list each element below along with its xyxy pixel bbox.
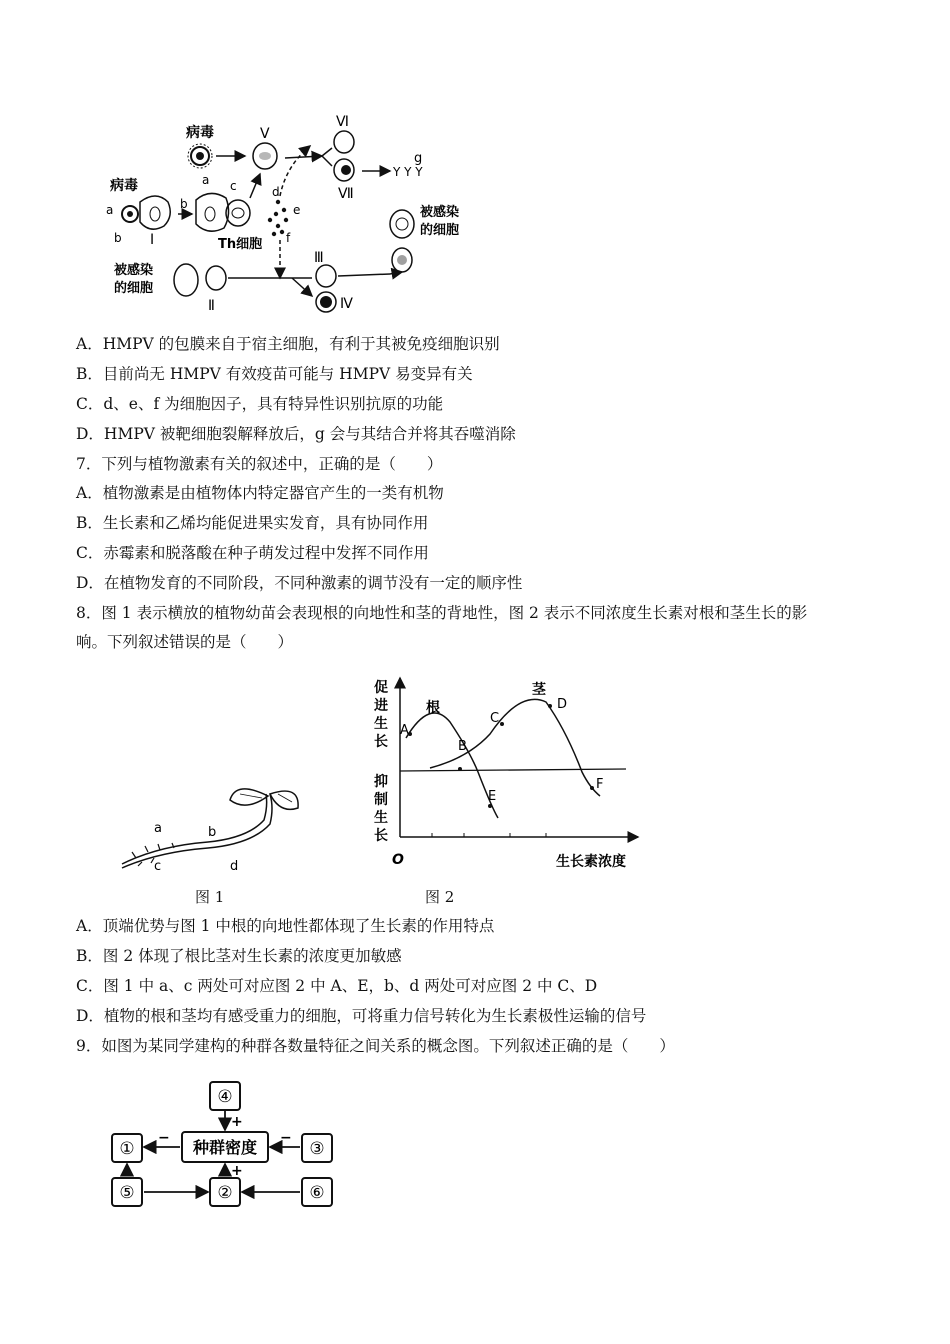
y-label-char: 抑 (374, 774, 388, 790)
label-d: d (272, 185, 280, 199)
virus-icon (188, 144, 212, 168)
q6-option-b: B．目前尚无 HMPV 有效疫苗可能与 HMPV 易变异有关 (76, 365, 473, 383)
seedling-label-b: b (208, 825, 217, 840)
population-concept-map (104, 1076, 344, 1212)
q7-option-a: A．植物激素是由植物体内特定器官产生的一类有机物 (76, 484, 444, 502)
stem-curve (430, 699, 600, 796)
mark-f (590, 777, 603, 792)
origin-label: O (392, 852, 404, 868)
q8-option-a: A．顶端优势与图 1 中根的向地性都体现了生长素的作用特点 (76, 917, 495, 935)
node-1: ① (119, 1139, 135, 1159)
y-label-promote (373, 679, 388, 750)
virus-label-top: 病毒 (186, 125, 214, 141)
fig2-caption: 图 2 (425, 888, 455, 906)
y-label-char: 进 (374, 698, 388, 714)
infected-cell-right-line2: 的细胞 (420, 223, 460, 238)
label-c: c (230, 179, 237, 193)
y-label-char: 长 (374, 828, 388, 844)
virus-icon (122, 206, 138, 222)
label-g: g (414, 151, 423, 166)
svg-text:D: D (557, 697, 568, 712)
svg-text:A: A (400, 723, 409, 738)
series-label-stem: 茎 (532, 682, 546, 698)
node-4: ④ (217, 1087, 233, 1107)
svg-text:F: F (596, 777, 604, 792)
q7-stem: 7．下列与植物激素有关的叙述中，正确的是（ ） (76, 455, 443, 473)
infected-cell-left-line1: 被感染 (114, 263, 154, 278)
infected-cell-left-line2: 的细胞 (114, 281, 154, 296)
seedling-label-d: d (230, 859, 239, 874)
label-vii: Ⅶ (338, 186, 354, 202)
seedling-figure (118, 780, 308, 875)
svg-text:a: a (202, 173, 210, 187)
svg-text:B: B (458, 739, 467, 754)
q7-option-d: D．在植物发育的不同阶段，不同种激素的调节没有一定的顺序性 (76, 574, 523, 592)
q6-option-d: D．HMPV 被靶细胞裂解释放后，g 会与其结合并将其吞噬消除 (76, 425, 516, 443)
label-vi: Ⅵ (336, 114, 349, 130)
node-3: ③ (309, 1139, 325, 1159)
y-label-char: 长 (374, 734, 388, 750)
q8-option-c: C．图 1 中 a、c 两处可对应图 2 中 A、E，b、d 两处可对应图 2 中 C、D (76, 977, 598, 995)
center-node: 种群密度 (192, 1138, 258, 1157)
svg-text:C: C (490, 711, 500, 726)
label-iv: Ⅳ (340, 296, 353, 312)
node-6: ⑥ (309, 1183, 325, 1203)
label-ii: Ⅱ (208, 298, 215, 314)
q7-option-b: B．生长素和乙烯均能促进果实发育，具有协同作用 (76, 514, 429, 532)
label-b: b (114, 231, 122, 245)
th-cell-label: Th细胞 (218, 237, 263, 252)
q8-option-d: D．植物的根和茎均有感受重力的细胞，可将重力信号转化为生长素极性运输的信号 (76, 1007, 647, 1025)
y-label-char: 生 (374, 716, 388, 732)
seedling-label-a: a (154, 821, 162, 836)
y-label-char: 制 (374, 792, 388, 808)
infected-cell-right-line1: 被感染 (420, 205, 460, 220)
svg-text:b: b (180, 197, 188, 211)
y-label-inhibit (374, 773, 388, 844)
sign-2: + (231, 1163, 243, 1179)
q8-stem-line1: 8．图 1 表示横放的植物幼苗会表现根的向地性和茎的背地性，图 2 表示不同浓度生长素对根和茎生长的影 (76, 604, 808, 622)
auxin-response-chart (360, 672, 650, 877)
fig1-caption: 图 1 (195, 888, 225, 906)
x-axis-label: 生长素浓度 (556, 854, 626, 870)
series-label-root: 根 (426, 700, 440, 716)
label-e: e (293, 203, 301, 217)
virus-label-left: 病毒 (110, 178, 138, 194)
root-curve (406, 713, 498, 818)
q8-option-b: B．图 2 体现了根比茎对生长素的浓度更加敏感 (76, 947, 402, 965)
q6-option-c: C．d、e、f 为细胞因子，具有特异性识别抗原的功能 (76, 395, 444, 413)
sign-3: − (280, 1130, 292, 1146)
zero-line (400, 769, 626, 771)
sign-4: + (231, 1114, 243, 1130)
sign-1: − (158, 1130, 170, 1146)
label-iii: Ⅲ (314, 250, 324, 266)
svg-text:E: E (488, 789, 497, 804)
seedling-label-c: c (154, 859, 162, 874)
q8-stem-line2: 响。下列叙述错误的是（ ） (76, 633, 294, 651)
q6-option-a: A．HMPV 的包膜来自于宿主细胞，有利于其被免疫细胞识别 (76, 335, 500, 353)
node-5: ⑤ (119, 1183, 135, 1203)
label-i: Ⅰ (150, 232, 155, 248)
node-2: ② (217, 1183, 233, 1203)
immune-response-diagram (100, 110, 480, 320)
q9-stem: 9．如图为某同学建构的种群各数量特征之间关系的概念图。下列叙述正确的是（ ） (76, 1037, 675, 1055)
label-f: f (286, 231, 291, 245)
label-a: a (106, 203, 114, 217)
y-label-char: 生 (374, 810, 388, 826)
svg-text:Y Y Y: Y Y Y (393, 165, 423, 179)
y-label-char: 促 (374, 680, 388, 696)
q7-option-c: C．赤霉素和脱落酸在种子萌发过程中发挥不同作用 (76, 544, 429, 562)
label-v: Ⅴ (260, 126, 270, 142)
